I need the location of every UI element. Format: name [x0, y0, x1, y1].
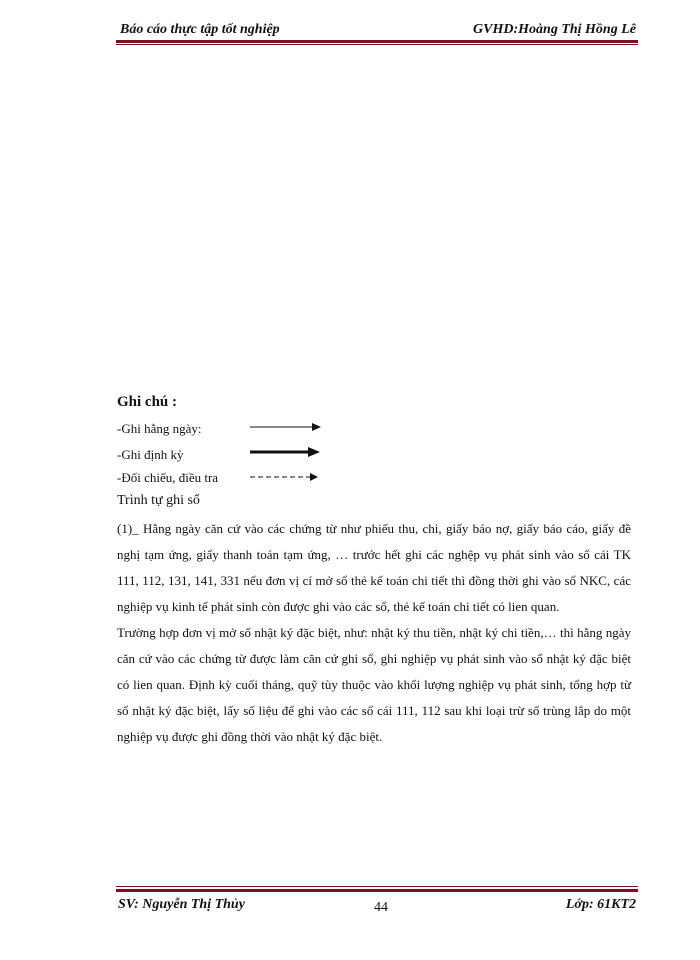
student-name: SV: Nguyễn Thị Thủy	[118, 897, 245, 912]
legend-title: Ghi chú :	[117, 394, 178, 410]
footer-rule-thick	[116, 889, 638, 892]
class-name: Lớp: 61KT2	[565, 897, 636, 912]
footer-rule-thin	[116, 886, 638, 887]
legend-periodic-label: -Ghi định kỳ	[117, 447, 184, 462]
header-rule-thin	[116, 44, 638, 45]
header-rule-thick	[116, 40, 638, 43]
legend-reconcile-label: -Đối chiếu, điều tra	[117, 470, 219, 485]
reconcile-arrow-icon	[250, 470, 322, 484]
daily-arrow-icon	[250, 420, 322, 434]
legend-daily-label: -Ghi hằng ngày:	[117, 421, 202, 436]
page-number: 44	[374, 900, 388, 915]
advisor-name: GVHD:Hoàng Thị Hồng Lê	[473, 22, 636, 37]
procedure-body	[117, 516, 631, 750]
report-title: Báo cáo thực tập tốt nghiệp	[120, 22, 280, 37]
page-header	[116, 20, 638, 44]
page-footer	[116, 886, 638, 916]
procedure-paragraph-2: Trường hợp đơn vị mở sổ nhật ký đặc biệt, như: nhật ký thu tiền, nhật ký chi tiền,… thì hằng ngày căn cứ vào các chứng từ được làm căn cứ ghi sổ, ghi nghiệp vụ phát sinh vào sổ nhật ký đặc biệt có lien quan. Định kỳ cuối tháng, quỹ tùy thuộc vào khối lượng nghiệp vụ phát sinh, tổng hợp từ sổ nhật ký đặc biệt, lấy số liệu để ghi vào các sổ cái 111, 112 sau khi loại trừ số trùng lắp do một nghiệp vụ được ghi đồng thời vào nhật ký đặc biệt.	[117, 625, 631, 744]
periodic-arrow-icon	[250, 444, 322, 460]
procedure-paragraph-1: (1)_ Hằng ngày căn cứ vào các chứng từ như phiếu thu, chi, giấy báo nợ, giấy báo cáo, giấy đề nghị tạm ứng, giấy thanh toán tạm ứng, … trước hết ghi các nghệp vụ phát sinh vào sổ cái TK 111, 112, 131, 141, 331 nếu đơn vị cí mở sổ thẻ kế toán chi tiết thì đồng thời ghi vào sổ NKC, các nghiệp vụ kinh tế phát sinh còn được ghi vào các sổ, thẻ kế toán chi tiết có lien quan.	[117, 521, 631, 614]
procedure-title: Trình tự ghi sổ	[117, 493, 200, 508]
